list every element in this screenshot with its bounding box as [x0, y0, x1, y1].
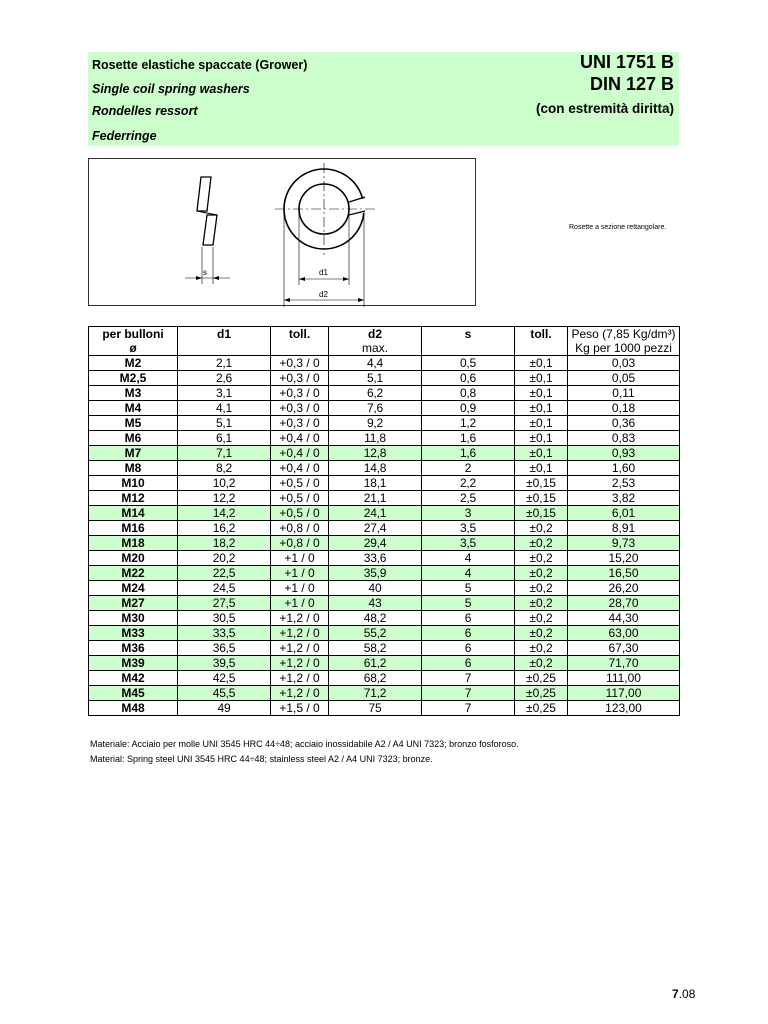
cell-d1: 7,1	[178, 446, 271, 461]
cell-toll-s: ±0,2	[515, 596, 568, 611]
table-row	[89, 536, 680, 551]
cell-bolt: M3	[89, 386, 178, 401]
variant-note: (con estremità diritta)	[535, 101, 674, 116]
table-body	[89, 356, 680, 716]
cell-toll-d1: +0,3 / 0	[271, 416, 329, 431]
header-bolt: per bulloni	[89, 327, 178, 342]
cell-d2: 5,1	[329, 371, 422, 386]
table-row	[89, 641, 680, 656]
table-row	[89, 461, 680, 476]
cell-toll-d1: +0,3 / 0	[271, 356, 329, 371]
cell-d2: 48,2	[329, 611, 422, 626]
cell-d1: 30,5	[178, 611, 271, 626]
cell-s: 5	[422, 581, 515, 596]
standard-uni: UNI 1751 B	[579, 52, 674, 72]
cell-bolt: M42	[89, 671, 178, 686]
cell-d2: 14,8	[329, 461, 422, 476]
cell-d1: 16,2	[178, 521, 271, 536]
table-row	[89, 371, 680, 386]
cell-bolt: M27	[89, 596, 178, 611]
cell-weight: 117,00	[568, 686, 680, 701]
title-french: Rondelles ressort	[92, 104, 198, 118]
cell-bolt: M22	[89, 566, 178, 581]
cell-s: 0,5	[422, 356, 515, 371]
cell-toll-d1: +1,2 / 0	[271, 671, 329, 686]
cell-s: 6	[422, 626, 515, 641]
cell-s: 4	[422, 566, 515, 581]
cell-d2: 29,4	[329, 536, 422, 551]
standard-din: DIN 127 B	[589, 74, 674, 94]
page-number-minor: .08	[678, 987, 696, 1001]
cell-toll-s: ±0,2	[515, 551, 568, 566]
cell-d1: 36,5	[178, 641, 271, 656]
technical-drawing	[88, 158, 476, 306]
dimension-label-d2: d2	[319, 290, 328, 299]
cell-bolt: M48	[89, 701, 178, 716]
header-toll-s: toll.	[515, 327, 568, 342]
washer-side-view	[197, 177, 217, 245]
cell-toll-d1: +1,2 / 0	[271, 656, 329, 671]
cell-s: 2	[422, 461, 515, 476]
cell-s: 4	[422, 551, 515, 566]
title-english: Single coil spring washers	[92, 82, 250, 96]
title-italian: Rosette elastiche spaccate (Grower)	[92, 58, 308, 72]
cell-d1: 2,6	[178, 371, 271, 386]
cell-s: 3,5	[422, 521, 515, 536]
cell-toll-d1: +1,2 / 0	[271, 626, 329, 641]
cell-toll-s: ±0,25	[515, 671, 568, 686]
cell-d1: 33,5	[178, 626, 271, 641]
cell-weight: 3,82	[568, 491, 680, 506]
cell-toll-s: ±0,2	[515, 536, 568, 551]
cell-d2: 33,6	[329, 551, 422, 566]
cell-weight: 1,60	[568, 461, 680, 476]
dimension-label-d1: d1	[319, 268, 328, 277]
header-d2: d2	[329, 327, 422, 342]
cell-weight: 6,01	[568, 506, 680, 521]
table-row	[89, 491, 680, 506]
cell-weight: 0,05	[568, 371, 680, 386]
cell-weight: 16,50	[568, 566, 680, 581]
table-row	[89, 581, 680, 596]
table-row	[89, 596, 680, 611]
cell-d2: 24,1	[329, 506, 422, 521]
cell-s: 7	[422, 671, 515, 686]
cell-d2: 35,9	[329, 566, 422, 581]
cell-toll-s: ±0,1	[515, 431, 568, 446]
header-weight-unit: Kg per 1000 pezzi	[568, 341, 680, 356]
table-row	[89, 476, 680, 491]
cell-toll-s: ±0,15	[515, 491, 568, 506]
cell-bolt: M20	[89, 551, 178, 566]
cell-d1: 5,1	[178, 416, 271, 431]
table-row	[89, 506, 680, 521]
cell-bolt: M7	[89, 446, 178, 461]
cell-d2: 18,1	[329, 476, 422, 491]
material-note-english: Material: Spring steel UNI 3545 HRC 44÷48; stainless steel A2 / A4 UNI 7323; bronze.	[90, 754, 433, 764]
cell-s: 1,6	[422, 446, 515, 461]
table-row	[89, 656, 680, 671]
cell-toll-d1: +0,4 / 0	[271, 431, 329, 446]
cell-s: 0,6	[422, 371, 515, 386]
cell-d1: 39,5	[178, 656, 271, 671]
cell-toll-d1: +0,4 / 0	[271, 446, 329, 461]
cell-bolt: M16	[89, 521, 178, 536]
header-s: s	[422, 327, 515, 342]
table-row	[89, 611, 680, 626]
dimensions-table	[88, 326, 680, 716]
cell-toll-d1: +0,8 / 0	[271, 521, 329, 536]
cell-bolt: M5	[89, 416, 178, 431]
cell-bolt: M36	[89, 641, 178, 656]
cell-d1: 45,5	[178, 686, 271, 701]
cell-bolt: M45	[89, 686, 178, 701]
cell-s: 2,5	[422, 491, 515, 506]
cell-weight: 0,11	[568, 386, 680, 401]
cell-weight: 0,36	[568, 416, 680, 431]
cell-toll-s: ±0,1	[515, 446, 568, 461]
cell-bolt: M10	[89, 476, 178, 491]
cell-s: 3,5	[422, 536, 515, 551]
cell-d1: 4,1	[178, 401, 271, 416]
cell-d1: 3,1	[178, 386, 271, 401]
cell-weight: 9,73	[568, 536, 680, 551]
header-d1: d1	[178, 327, 271, 342]
cell-bolt: M2	[89, 356, 178, 371]
cell-toll-s: ±0,1	[515, 401, 568, 416]
cell-d2: 61,2	[329, 656, 422, 671]
cell-d2: 9,2	[329, 416, 422, 431]
table-row	[89, 521, 680, 536]
washer-drawing-svg	[89, 159, 477, 307]
table-row	[89, 431, 680, 446]
cell-bolt: M14	[89, 506, 178, 521]
cell-toll-s: ±0,1	[515, 371, 568, 386]
cell-s: 6	[422, 656, 515, 671]
cell-toll-s: ±0,15	[515, 476, 568, 491]
cell-weight: 28,70	[568, 596, 680, 611]
cell-bolt: M2,5	[89, 371, 178, 386]
cell-toll-s: ±0,2	[515, 581, 568, 596]
cell-d1: 49	[178, 701, 271, 716]
cell-d2: 4,4	[329, 356, 422, 371]
cell-toll-d1: +1 / 0	[271, 596, 329, 611]
page-number-major: 7	[672, 987, 679, 1001]
cell-s: 3	[422, 506, 515, 521]
cell-d1: 2,1	[178, 356, 271, 371]
cell-s: 6	[422, 641, 515, 656]
cell-weight: 71,70	[568, 656, 680, 671]
cell-weight: 67,30	[568, 641, 680, 656]
cell-toll-s: ±0,1	[515, 386, 568, 401]
cell-weight: 123,00	[568, 701, 680, 716]
cell-d2: 71,2	[329, 686, 422, 701]
cell-d1: 20,2	[178, 551, 271, 566]
cell-toll-d1: +1 / 0	[271, 566, 329, 581]
cell-weight: 2,53	[568, 476, 680, 491]
cell-toll-d1: +1 / 0	[271, 581, 329, 596]
table-row	[89, 551, 680, 566]
cell-toll-d1: +1,5 / 0	[271, 701, 329, 716]
cell-toll-d1: +0,3 / 0	[271, 401, 329, 416]
table-row	[89, 401, 680, 416]
cell-d2: 21,1	[329, 491, 422, 506]
cell-s: 2,2	[422, 476, 515, 491]
cell-weight: 0,18	[568, 401, 680, 416]
cell-d1: 10,2	[178, 476, 271, 491]
cell-weight: 63,00	[568, 626, 680, 641]
cell-bolt: M39	[89, 656, 178, 671]
cell-d2: 7,6	[329, 401, 422, 416]
cell-weight: 0,03	[568, 356, 680, 371]
cell-toll-s: ±0,2	[515, 521, 568, 536]
cell-weight: 44,30	[568, 611, 680, 626]
cell-toll-d1: +0,8 / 0	[271, 536, 329, 551]
cell-toll-s: ±0,25	[515, 701, 568, 716]
cell-d1: 42,5	[178, 671, 271, 686]
header-toll-d1: toll.	[271, 327, 329, 342]
header-d2-max: max.	[329, 341, 422, 356]
cell-toll-d1: +1,2 / 0	[271, 686, 329, 701]
cell-toll-d1: +0,3 / 0	[271, 371, 329, 386]
cell-d1: 12,2	[178, 491, 271, 506]
table-header-row	[89, 327, 680, 342]
title-block	[88, 52, 679, 146]
drawing-caption: Rosette a sezione rettangolare.	[569, 224, 667, 231]
cell-toll-s: ±0,2	[515, 611, 568, 626]
cell-d2: 11,8	[329, 431, 422, 446]
cell-s: 5	[422, 596, 515, 611]
cell-s: 0,9	[422, 401, 515, 416]
cell-s: 1,2	[422, 416, 515, 431]
cell-d2: 75	[329, 701, 422, 716]
table-row	[89, 626, 680, 641]
cell-d2: 12,8	[329, 446, 422, 461]
cell-bolt: M6	[89, 431, 178, 446]
cell-d2: 6,2	[329, 386, 422, 401]
cell-bolt: M24	[89, 581, 178, 596]
cell-s: 7	[422, 701, 515, 716]
cell-bolt: M12	[89, 491, 178, 506]
cell-toll-s: ±0,2	[515, 656, 568, 671]
cell-d1: 27,5	[178, 596, 271, 611]
title-german: Federringe	[92, 129, 157, 143]
cell-toll-s: ±0,25	[515, 686, 568, 701]
cell-toll-d1: +0,5 / 0	[271, 506, 329, 521]
page-number	[672, 987, 695, 1001]
cell-weight: 0,83	[568, 431, 680, 446]
dimension-label-s: s	[203, 268, 207, 277]
material-note-italian: Materiale: Acciaio per molle UNI 3545 HRC 44÷48; acciaio inossidabile A2 / A4 UNI 7323; bronzo fosforoso.	[90, 739, 519, 749]
cell-toll-d1: +0,5 / 0	[271, 491, 329, 506]
cell-d2: 68,2	[329, 671, 422, 686]
cell-toll-d1: +1,2 / 0	[271, 611, 329, 626]
cell-toll-s: ±0,2	[515, 566, 568, 581]
cell-weight: 8,91	[568, 521, 680, 536]
table-row	[89, 416, 680, 431]
table-row	[89, 566, 680, 581]
cell-bolt: M30	[89, 611, 178, 626]
header-bolt-symbol: ø	[89, 341, 178, 356]
cell-toll-d1: +1,2 / 0	[271, 641, 329, 656]
cell-weight: 26,20	[568, 581, 680, 596]
table-row	[89, 356, 680, 371]
cell-toll-d1: +0,3 / 0	[271, 386, 329, 401]
cell-bolt: M33	[89, 626, 178, 641]
table-row	[89, 386, 680, 401]
header-weight: Peso (7,85 Kg/dm³)	[568, 327, 680, 342]
cell-d1: 8,2	[178, 461, 271, 476]
cell-d1: 6,1	[178, 431, 271, 446]
cell-d1: 18,2	[178, 536, 271, 551]
cell-bolt: M8	[89, 461, 178, 476]
cell-toll-d1: +0,5 / 0	[271, 476, 329, 491]
cell-bolt: M4	[89, 401, 178, 416]
cell-weight: 15,20	[568, 551, 680, 566]
table-row	[89, 686, 680, 701]
cell-toll-s: ±0,15	[515, 506, 568, 521]
cell-toll-d1: +1 / 0	[271, 551, 329, 566]
cell-bolt: M18	[89, 536, 178, 551]
cell-weight: 0,93	[568, 446, 680, 461]
cell-toll-s: ±0,1	[515, 461, 568, 476]
cell-toll-d1: +0,4 / 0	[271, 461, 329, 476]
cell-s: 1,6	[422, 431, 515, 446]
cell-s: 0,8	[422, 386, 515, 401]
cell-d1: 24,5	[178, 581, 271, 596]
cell-d2: 58,2	[329, 641, 422, 656]
cell-d1: 22,5	[178, 566, 271, 581]
cell-d2: 43	[329, 596, 422, 611]
table-subheader-row	[89, 341, 680, 356]
cell-toll-s: ±0,2	[515, 641, 568, 656]
cell-d1: 14,2	[178, 506, 271, 521]
cell-toll-s: ±0,1	[515, 416, 568, 431]
cell-toll-s: ±0,2	[515, 626, 568, 641]
table-row	[89, 446, 680, 461]
cell-d2: 55,2	[329, 626, 422, 641]
cell-weight: 111,00	[568, 671, 680, 686]
table-row	[89, 701, 680, 716]
cell-toll-s: ±0,1	[515, 356, 568, 371]
cell-d2: 27,4	[329, 521, 422, 536]
cell-d2: 40	[329, 581, 422, 596]
cell-s: 7	[422, 686, 515, 701]
table-row	[89, 671, 680, 686]
cell-s: 6	[422, 611, 515, 626]
